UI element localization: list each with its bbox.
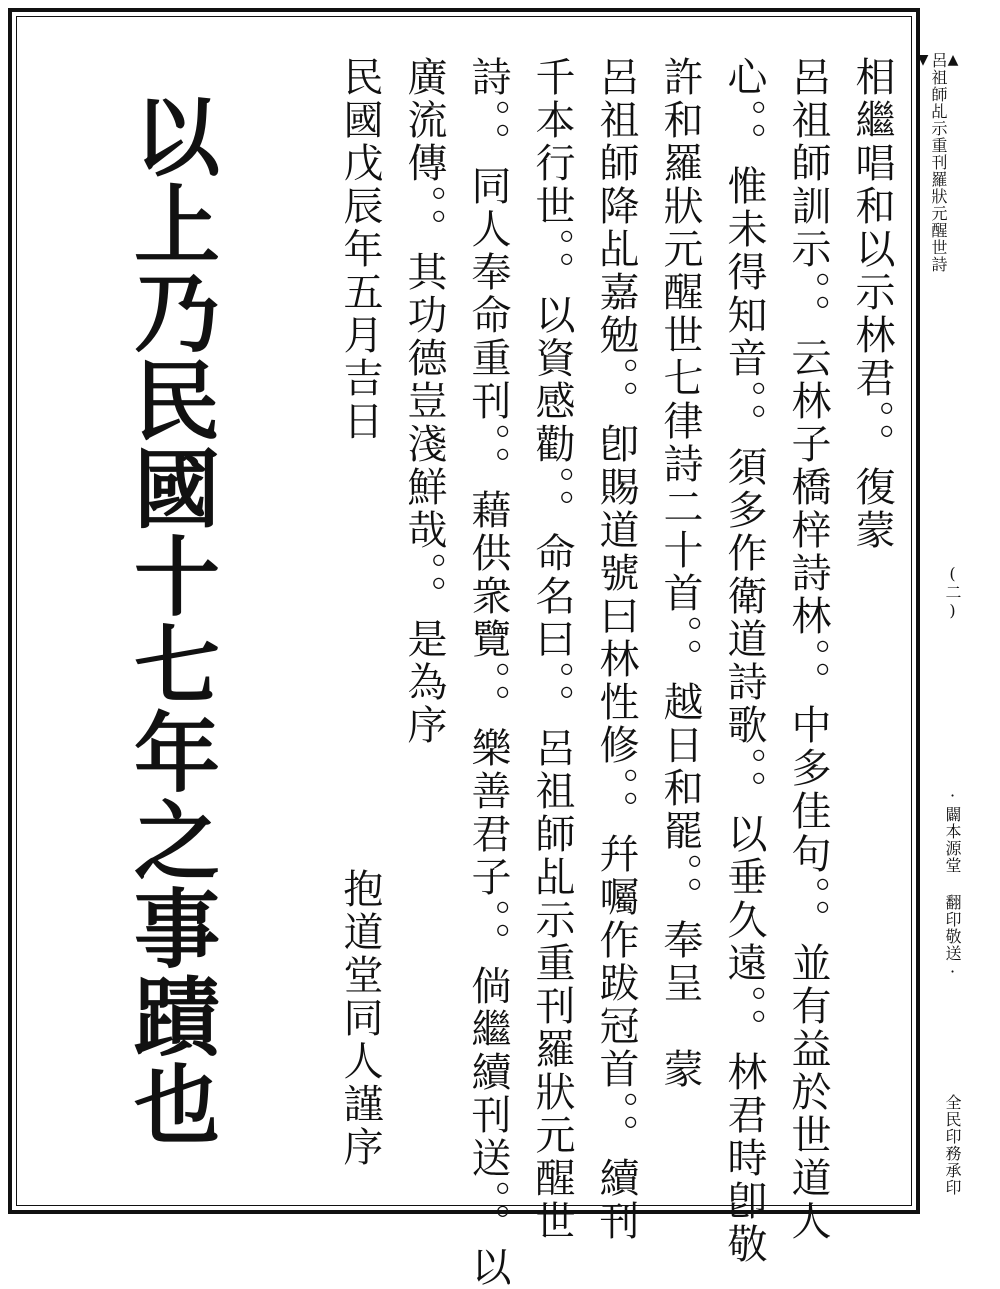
text-column-1: 相繼唱和以示林君。。復蒙 [849, 56, 895, 552]
text-column-6: 千本行世。。以資感勸。。命名曰。。呂祖師乩示重刊羅狀元醒世 [529, 56, 575, 1243]
book-title-text: 呂祖師乩示重刊羅狀元醒世詩 [929, 52, 948, 273]
date-line: 民國戊辰年五月吉日 [337, 56, 383, 443]
margin-book-title [915, 52, 961, 273]
text-column-5: 呂祖師降乩嘉勉。。卽賜道號曰林性修。。幷囑作跋冠首。。續刊 [593, 56, 639, 1243]
text-column-4: 許和羅狀元醒世七律詩二十首。。越日和罷。。奉呈 蒙 [657, 56, 703, 1091]
text-column-2: 呂祖師訓示。。云林子橋梓詩林。。中多佳句。。並有益於世道人 [785, 56, 831, 1243]
signature: 抱道堂同人謹序 [337, 868, 383, 1169]
page-number: (二) [943, 564, 962, 621]
page-title: 以上乃民國十七年之事蹟也 [119, 92, 220, 1148]
printer-credit: 全民印務承印 [943, 1094, 962, 1196]
triangle-up-icon: ▲ [945, 52, 961, 69]
triangle-down-icon: ▼ [915, 52, 931, 69]
text-column-3: 心。。惟未得知音。。須多作衛道詩歌。。以垂久遠。。林君時卽敬 [721, 56, 767, 1266]
text-column-8: 廣流傳。。其功德豈淺鮮哉。。是為序 [401, 56, 447, 747]
text-column-7: 詩。。同人奉命重刊。。藉供衆覽。。樂善君子。。倘繼續刊送。。以 [465, 56, 511, 1289]
publisher-note: ·闢本源堂 翻印敬送· [943, 786, 962, 982]
